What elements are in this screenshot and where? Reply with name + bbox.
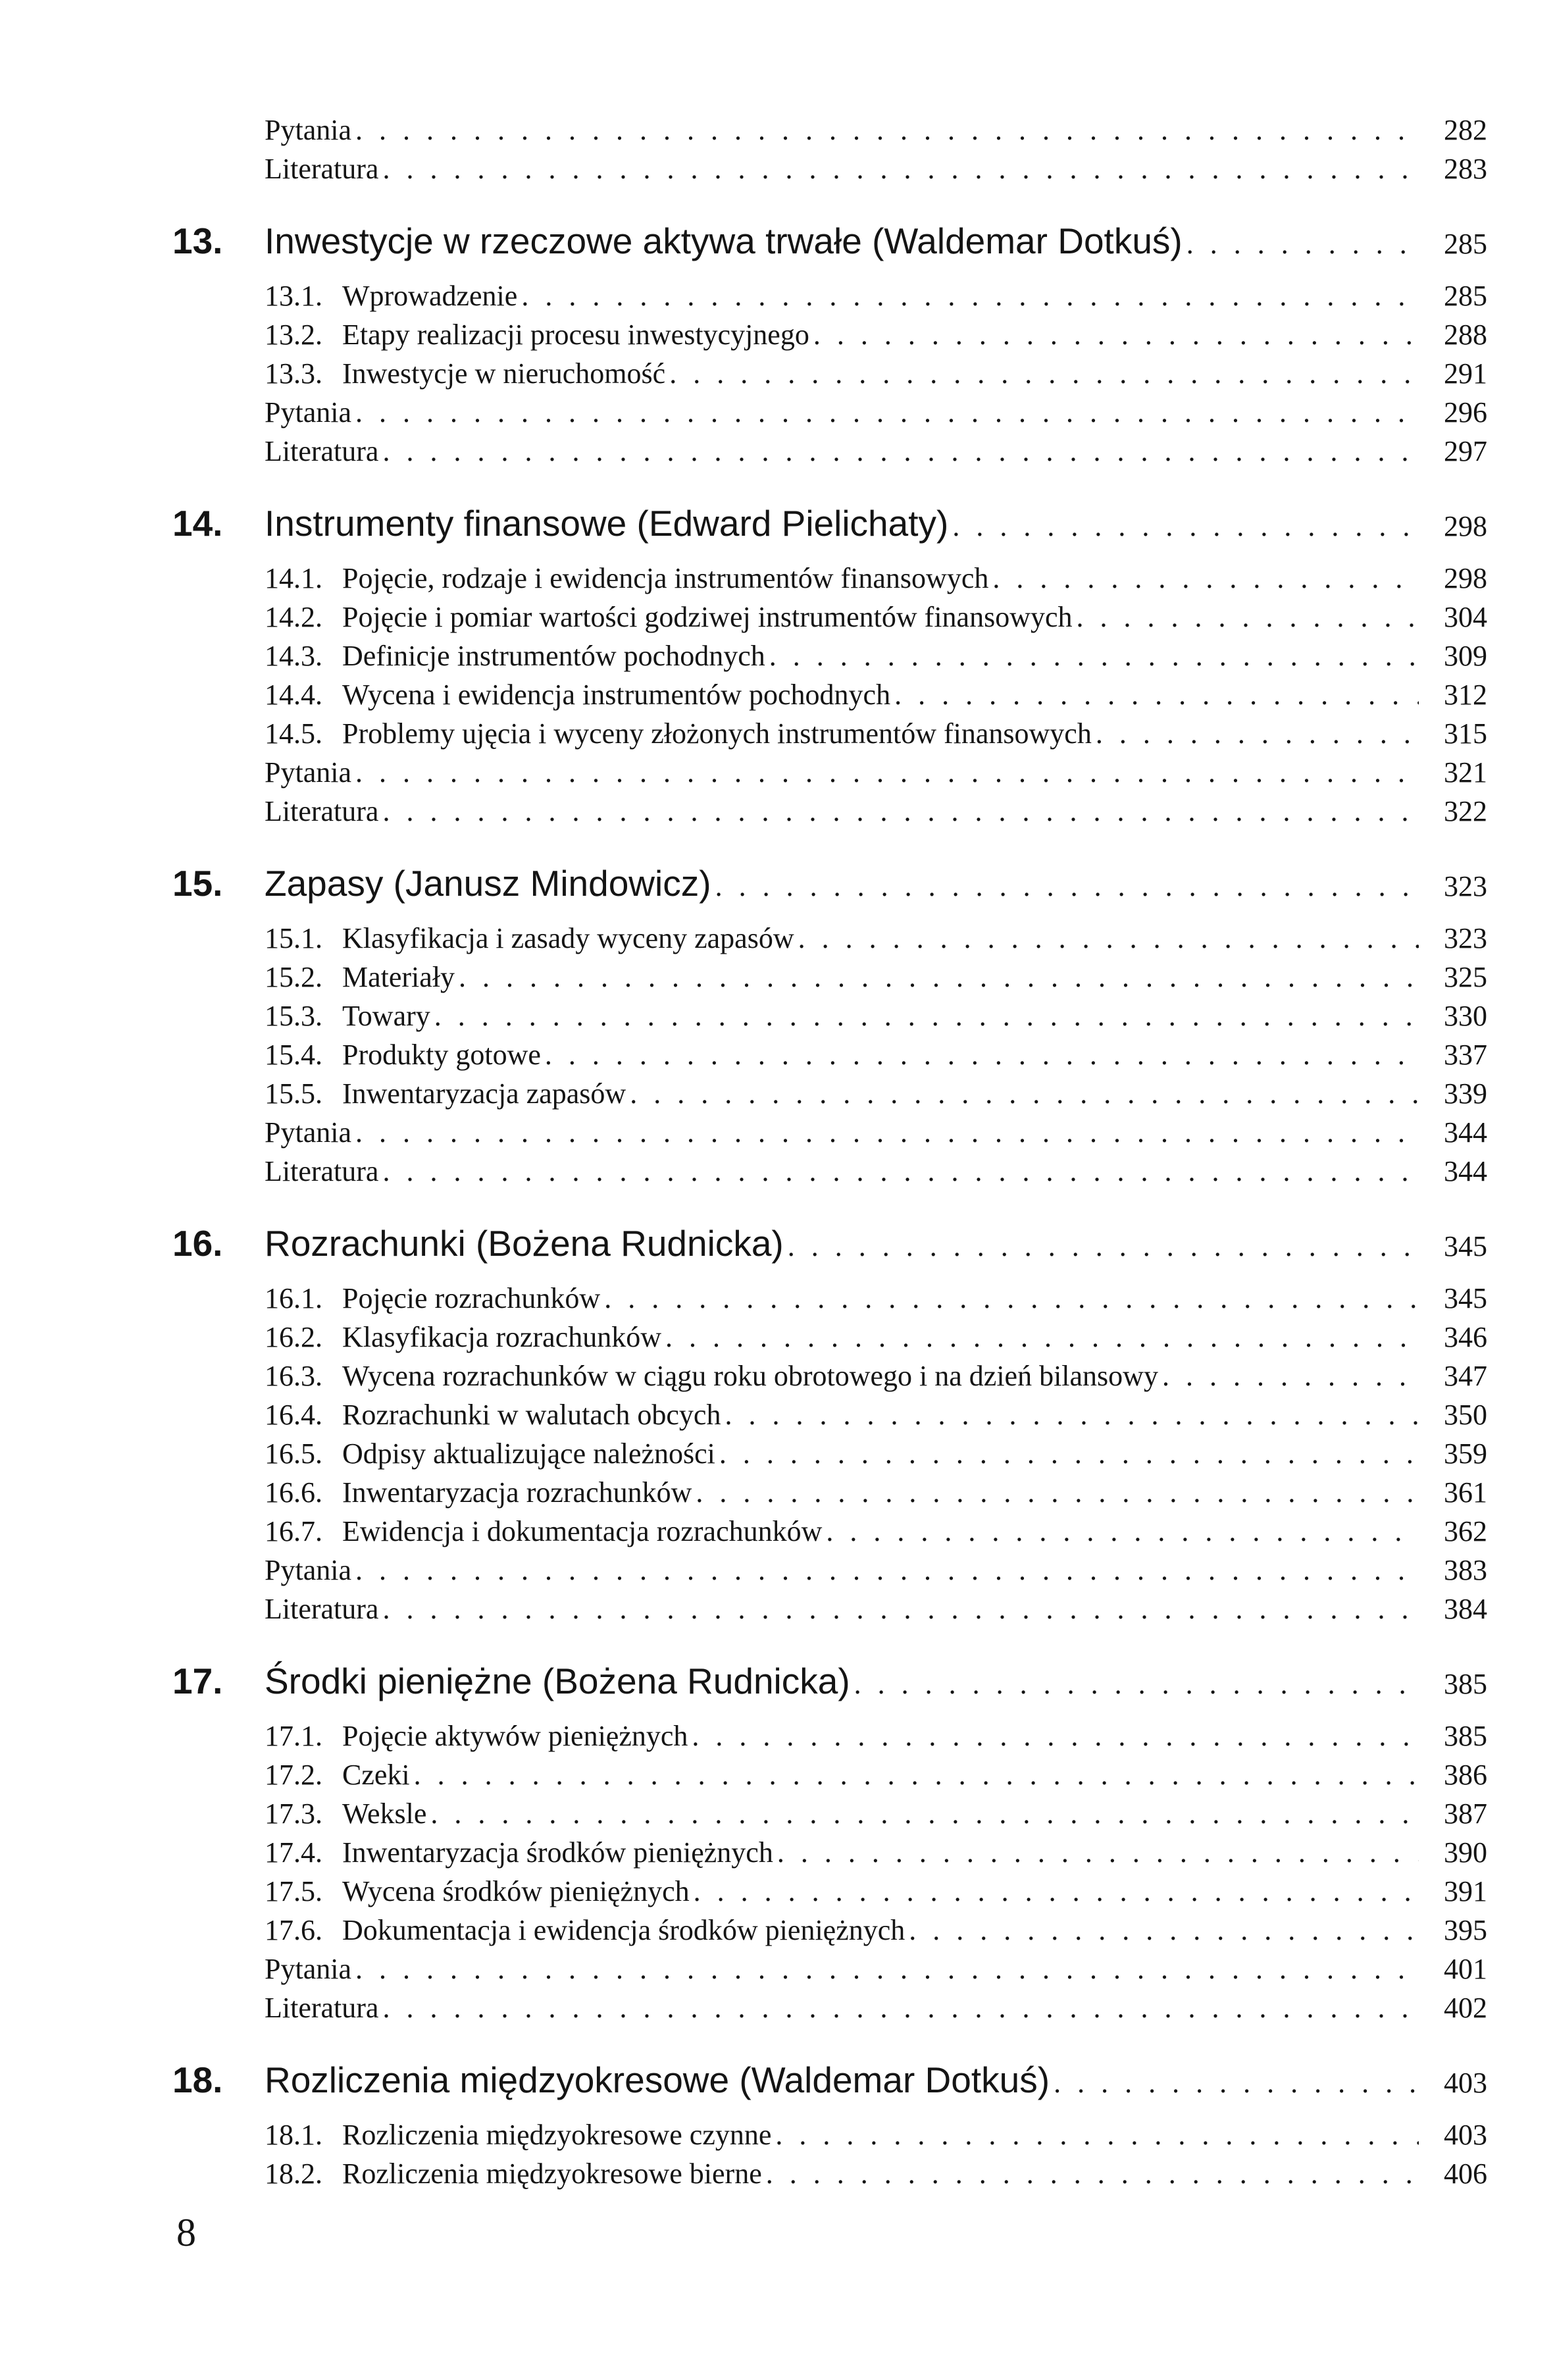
toc-page-number: 339 — [1444, 1077, 1487, 1110]
toc-number: 14. — [172, 503, 223, 544]
toc-number: 17.5. — [265, 1875, 322, 1907]
toc-page-number: 361 — [1444, 1476, 1487, 1509]
dot-leader — [992, 561, 1419, 595]
toc-label — [265, 434, 378, 468]
toc-page-number: 282 — [1444, 114, 1487, 146]
toc-entry — [265, 152, 1487, 191]
toc-section — [265, 1913, 1487, 1952]
toc-page-number: 283 — [1444, 153, 1487, 185]
toc-label — [265, 152, 378, 186]
toc-section — [265, 2118, 1487, 2157]
dot-leader — [952, 509, 1419, 543]
toc-section — [265, 639, 1487, 678]
toc-section — [265, 1758, 1487, 1797]
toc-label — [172, 502, 948, 544]
toc-label — [265, 1592, 378, 1626]
toc-section — [265, 1514, 1487, 1553]
toc-title: Zapasy (Janusz Mindowicz) — [265, 863, 711, 904]
dot-leader — [766, 2157, 1419, 2190]
toc-number: 14.5. — [265, 717, 322, 750]
toc-title: Odpisy aktualizujące należności — [342, 1437, 715, 1470]
toc-label — [265, 1719, 688, 1753]
toc-title: Czeki — [342, 1759, 410, 1791]
dot-leader — [434, 999, 1419, 1033]
toc-section — [265, 600, 1487, 639]
toc-title: Pytania — [265, 1116, 351, 1149]
toc-number: 13.2. — [265, 319, 322, 351]
toc-title: Inwentaryzacja zapasów — [342, 1077, 626, 1110]
toc-page-number: 315 — [1444, 717, 1487, 750]
dot-leader — [521, 279, 1419, 313]
toc-page-number: 323 — [1444, 870, 1487, 902]
toc-label — [172, 2059, 1050, 2101]
toc-section — [265, 279, 1487, 318]
toc-page-number: 406 — [1444, 2158, 1487, 2190]
dot-leader — [854, 1667, 1419, 1701]
toc-page-number: 346 — [1444, 1321, 1487, 1353]
toc-title: Wprowadzenie — [342, 280, 518, 312]
toc-section — [265, 357, 1487, 396]
toc-title: Klasyfikacja rozrachunków — [342, 1321, 662, 1353]
toc-page-number: 347 — [1444, 1360, 1487, 1392]
toc-page-number: 323 — [1444, 922, 1487, 954]
toc-label — [265, 1038, 541, 1072]
toc-title: Weksle — [342, 1798, 427, 1830]
dot-leader — [715, 869, 1419, 903]
toc-title: Etapy realizacji procesu inwestycyjnego — [342, 319, 809, 351]
toc-label — [265, 921, 794, 955]
toc-number: 18.1. — [265, 2119, 322, 2151]
dot-leader — [604, 1281, 1419, 1315]
toc-label — [265, 396, 351, 429]
toc-label — [265, 1913, 905, 1947]
toc-label — [265, 1514, 822, 1548]
toc-title: Literatura — [265, 1992, 379, 2024]
toc-title: Rozliczenia międzyokresowe bierne — [342, 2158, 762, 2190]
toc-section — [265, 1875, 1487, 1913]
toc-title: Produkty gotowe — [342, 1039, 541, 1071]
toc-section — [265, 717, 1487, 756]
toc-number: 14.1. — [265, 562, 322, 594]
toc-number: 16.6. — [265, 1476, 322, 1509]
toc-chapter — [172, 2059, 1487, 2111]
toc-title: Wycena i ewidencja instrumentów pochodnych — [342, 679, 891, 711]
toc-number: 15.3. — [265, 1000, 322, 1032]
table-of-contents — [172, 113, 1487, 2196]
toc-label — [265, 600, 1073, 634]
toc-label — [265, 561, 988, 595]
toc-page-number: 385 — [1444, 1720, 1487, 1752]
toc-number: 18. — [172, 2059, 223, 2100]
toc-page-number: 309 — [1444, 640, 1487, 672]
toc-section — [265, 1719, 1487, 1758]
dot-leader — [355, 113, 1419, 147]
toc-page-number: 386 — [1444, 1759, 1487, 1791]
dot-leader — [355, 396, 1419, 429]
toc-page-number: 298 — [1444, 562, 1487, 594]
toc-label — [265, 756, 351, 789]
toc-section — [265, 2157, 1487, 2196]
dot-leader — [1186, 227, 1419, 261]
toc-title: Klasyfikacja i zasady wyceny zapasów — [342, 922, 794, 954]
toc-page-number: 344 — [1444, 1116, 1487, 1149]
toc-label — [172, 1222, 784, 1264]
toc-title: Literatura — [265, 1155, 379, 1187]
toc-entry — [265, 1592, 1487, 1631]
toc-page-number: 390 — [1444, 1836, 1487, 1869]
toc-number: 15.1. — [265, 922, 322, 954]
toc-label — [265, 1320, 661, 1354]
toc-page-number: 403 — [1444, 2067, 1487, 2099]
toc-page-number: 285 — [1444, 280, 1487, 312]
toc-label — [265, 1553, 351, 1587]
dot-leader — [777, 1836, 1419, 1869]
toc-page-number: 304 — [1444, 601, 1487, 633]
toc-page-number: 387 — [1444, 1798, 1487, 1830]
toc-title: Literatura — [265, 795, 379, 827]
toc-entry — [265, 1154, 1487, 1193]
toc-page-number: 345 — [1444, 1230, 1487, 1262]
toc-section — [265, 678, 1487, 717]
toc-page-number: 288 — [1444, 319, 1487, 351]
toc-label — [265, 1875, 690, 1908]
dot-leader — [355, 1116, 1419, 1149]
toc-page-number: 337 — [1444, 1039, 1487, 1071]
toc-label — [265, 794, 378, 828]
toc-number: 16.5. — [265, 1437, 322, 1470]
toc-title: Ewidencja i dokumentacja rozrachunków — [342, 1515, 823, 1547]
dot-leader — [692, 1719, 1419, 1753]
toc-number: 17.1. — [265, 1720, 322, 1752]
toc-title: Definicje instrumentów pochodnych — [342, 640, 765, 672]
toc-label — [265, 318, 809, 351]
toc-section — [265, 1476, 1487, 1514]
dot-leader — [630, 1077, 1419, 1110]
toc-section — [265, 960, 1487, 999]
toc-title: Problemy ujęcia i wyceny złożonych instrumentów finansowych — [342, 717, 1092, 750]
dot-leader — [382, 794, 1419, 828]
toc-number: 13.1. — [265, 280, 322, 312]
dot-leader — [1096, 717, 1419, 750]
toc-number: 15.5. — [265, 1077, 322, 1110]
toc-number: 15. — [172, 863, 223, 904]
dot-leader — [665, 1320, 1419, 1354]
toc-title: Pytania — [265, 396, 351, 428]
toc-entry — [265, 1952, 1487, 1991]
dot-leader — [694, 1875, 1419, 1908]
toc-title: Środki pieniężne (Bożena Rudnicka) — [265, 1661, 850, 1701]
toc-entry — [265, 794, 1487, 833]
toc-title: Pojęcie rozrachunków — [342, 1282, 601, 1314]
toc-label — [265, 1836, 773, 1869]
dot-leader — [382, 434, 1419, 468]
toc-section — [265, 1077, 1487, 1116]
toc-label — [265, 1476, 692, 1509]
dot-leader — [719, 1437, 1419, 1470]
toc-number: 17.2. — [265, 1759, 322, 1791]
toc-label — [265, 1116, 351, 1149]
toc-label — [265, 999, 430, 1033]
toc-page-number: 344 — [1444, 1155, 1487, 1187]
toc-title: Towary — [342, 1000, 430, 1032]
toc-page-number: 384 — [1444, 1593, 1487, 1625]
toc-title: Inwestycje w nieruchomość — [342, 357, 666, 390]
toc-chapter — [172, 220, 1487, 272]
toc-page-number: 403 — [1444, 2119, 1487, 2151]
dot-leader — [382, 1592, 1419, 1626]
toc-label — [265, 1077, 626, 1110]
toc-page-number: 395 — [1444, 1914, 1487, 1946]
toc-entry — [265, 1991, 1487, 2030]
dot-leader — [1162, 1359, 1419, 1393]
toc-page-number: 297 — [1444, 435, 1487, 467]
toc-page-number: 322 — [1444, 795, 1487, 827]
toc-label — [265, 1758, 410, 1792]
toc-number: 17.3. — [265, 1798, 322, 1830]
toc-title: Dokumentacja i ewidencja środków pieniężnych — [342, 1914, 905, 1946]
toc-page-number: 385 — [1444, 1668, 1487, 1700]
toc-title: Literatura — [265, 153, 379, 185]
toc-title: Pytania — [265, 1554, 351, 1586]
dot-leader — [355, 1952, 1419, 1986]
toc-number: 13. — [172, 220, 223, 261]
toc-entry — [265, 1116, 1487, 1154]
toc-label — [265, 2118, 771, 2152]
toc-section — [265, 1281, 1487, 1320]
dot-leader — [382, 1154, 1419, 1188]
toc-title: Pytania — [265, 114, 351, 146]
toc-number: 14.2. — [265, 601, 322, 633]
toc-label — [265, 2157, 762, 2190]
toc-title: Rozliczenia międzyokresowe (Waldemar Dotkuś) — [265, 2059, 1050, 2100]
dot-leader — [459, 960, 1419, 994]
toc-title: Inwestycje w rzeczowe aktywa trwałe (Waldemar Dotkuś) — [265, 220, 1183, 261]
toc-entry — [265, 434, 1487, 473]
toc-number: 16.4. — [265, 1399, 322, 1431]
toc-number: 16.3. — [265, 1360, 322, 1392]
toc-section — [265, 1359, 1487, 1398]
toc-page-number: 325 — [1444, 961, 1487, 993]
toc-title: Pojęcie, rodzaje i ewidencja instrumentów finansowych — [342, 562, 989, 594]
toc-number: 16.1. — [265, 1282, 322, 1314]
dot-leader — [725, 1398, 1419, 1432]
toc-number: 15.4. — [265, 1039, 322, 1071]
toc-page-number: 298 — [1444, 510, 1487, 542]
toc-label — [265, 357, 665, 390]
toc-chapter — [172, 502, 1487, 555]
toc-label — [265, 1991, 378, 2025]
toc-title: Pytania — [265, 1953, 351, 1985]
toc-page-number: 291 — [1444, 357, 1487, 390]
toc-page-number: 401 — [1444, 1953, 1487, 1985]
toc-section — [265, 1437, 1487, 1476]
toc-title: Rozrachunki w walutach obcych — [342, 1399, 721, 1431]
dot-leader — [813, 318, 1419, 351]
dot-leader — [382, 152, 1419, 186]
toc-chapter — [172, 1222, 1487, 1275]
toc-number: 14.4. — [265, 679, 322, 711]
dot-leader — [430, 1797, 1419, 1830]
toc-number: 16. — [172, 1223, 223, 1264]
toc-number: 14.3. — [265, 640, 322, 672]
toc-section — [265, 999, 1487, 1038]
toc-title: Literatura — [265, 1593, 379, 1625]
toc-label — [265, 717, 1092, 750]
toc-page-number: 330 — [1444, 1000, 1487, 1032]
toc-label — [265, 1281, 600, 1315]
dot-leader — [669, 357, 1419, 390]
toc-page-number: 285 — [1444, 228, 1487, 260]
toc-chapter — [172, 1660, 1487, 1713]
toc-title: Wycena rozrachunków w ciągu roku obrotowego i na dzień bilansowy — [342, 1360, 1158, 1392]
toc-title: Rozrachunki (Bożena Rudnicka) — [265, 1223, 784, 1264]
toc-label — [265, 279, 517, 313]
dot-leader — [545, 1038, 1419, 1072]
toc-label — [265, 1359, 1158, 1393]
toc-title: Wycena środków pieniężnych — [342, 1875, 690, 1907]
toc-label — [265, 960, 455, 994]
dot-leader — [355, 756, 1419, 789]
toc-label — [265, 678, 890, 711]
toc-title: Inwentaryzacja środków pieniężnych — [342, 1836, 773, 1869]
toc-page-number: 350 — [1444, 1399, 1487, 1431]
dot-leader — [775, 2118, 1419, 2152]
toc-section — [265, 1320, 1487, 1359]
dot-leader — [1054, 2066, 1419, 2100]
toc-label — [265, 1437, 715, 1470]
dot-leader — [788, 1229, 1419, 1263]
toc-label — [265, 1398, 721, 1432]
toc-section — [265, 1797, 1487, 1836]
toc-page-number: 321 — [1444, 756, 1487, 789]
toc-label — [172, 1660, 850, 1702]
toc-section — [265, 1038, 1487, 1077]
toc-section — [265, 561, 1487, 600]
toc-number: 17.4. — [265, 1836, 322, 1869]
toc-entry — [265, 113, 1487, 152]
toc-page-number: 312 — [1444, 679, 1487, 711]
toc-label — [172, 862, 711, 904]
toc-number: 18.2. — [265, 2158, 322, 2190]
dot-leader — [382, 1991, 1419, 2025]
toc-label — [265, 1952, 351, 1986]
toc-number: 16.7. — [265, 1515, 322, 1547]
dot-leader — [696, 1476, 1419, 1509]
dot-leader — [894, 678, 1419, 711]
dot-leader — [798, 921, 1419, 955]
dot-leader — [769, 639, 1419, 673]
toc-title: Materiały — [342, 961, 455, 993]
toc-section — [265, 1836, 1487, 1875]
toc-title: Pytania — [265, 756, 351, 789]
toc-page-number: 402 — [1444, 1992, 1487, 2024]
toc-title: Pojęcie i pomiar wartości godziwej instrumentów finansowych — [342, 601, 1073, 633]
toc-entry — [265, 756, 1487, 794]
toc-label — [265, 639, 765, 673]
toc-label — [265, 1797, 426, 1830]
toc-page-number: 362 — [1444, 1515, 1487, 1547]
toc-chapter — [172, 862, 1487, 915]
dot-leader — [826, 1514, 1419, 1548]
toc-section — [265, 1398, 1487, 1437]
toc-label — [265, 113, 351, 147]
toc-number: 16.2. — [265, 1321, 322, 1353]
toc-title: Literatura — [265, 435, 379, 467]
toc-label — [265, 1154, 378, 1188]
dot-leader — [355, 1553, 1419, 1587]
toc-number: 15.2. — [265, 961, 322, 993]
toc-page-number: 345 — [1444, 1282, 1487, 1314]
toc-page-number: 296 — [1444, 396, 1487, 428]
toc-number: 17. — [172, 1661, 223, 1701]
toc-title: Inwentaryzacja rozrachunków — [342, 1476, 692, 1509]
toc-page-number: 391 — [1444, 1875, 1487, 1907]
toc-entry — [265, 1553, 1487, 1592]
toc-number: 13.3. — [265, 357, 322, 390]
toc-page-number: 359 — [1444, 1437, 1487, 1470]
page-number: 8 — [176, 2211, 196, 2254]
dot-leader — [414, 1758, 1419, 1792]
toc-label — [172, 220, 1183, 262]
dot-leader — [909, 1913, 1419, 1947]
toc-page-number: 383 — [1444, 1554, 1487, 1586]
toc-section — [265, 921, 1487, 960]
toc-section — [265, 318, 1487, 357]
toc-title: Instrumenty finansowe (Edward Pielichaty) — [265, 503, 949, 544]
toc-entry — [265, 396, 1487, 434]
toc-number: 17.6. — [265, 1914, 322, 1946]
toc-title: Pojęcie aktywów pieniężnych — [342, 1720, 688, 1752]
dot-leader — [1077, 600, 1419, 634]
toc-title: Rozliczenia międzyokresowe czynne — [342, 2119, 772, 2151]
